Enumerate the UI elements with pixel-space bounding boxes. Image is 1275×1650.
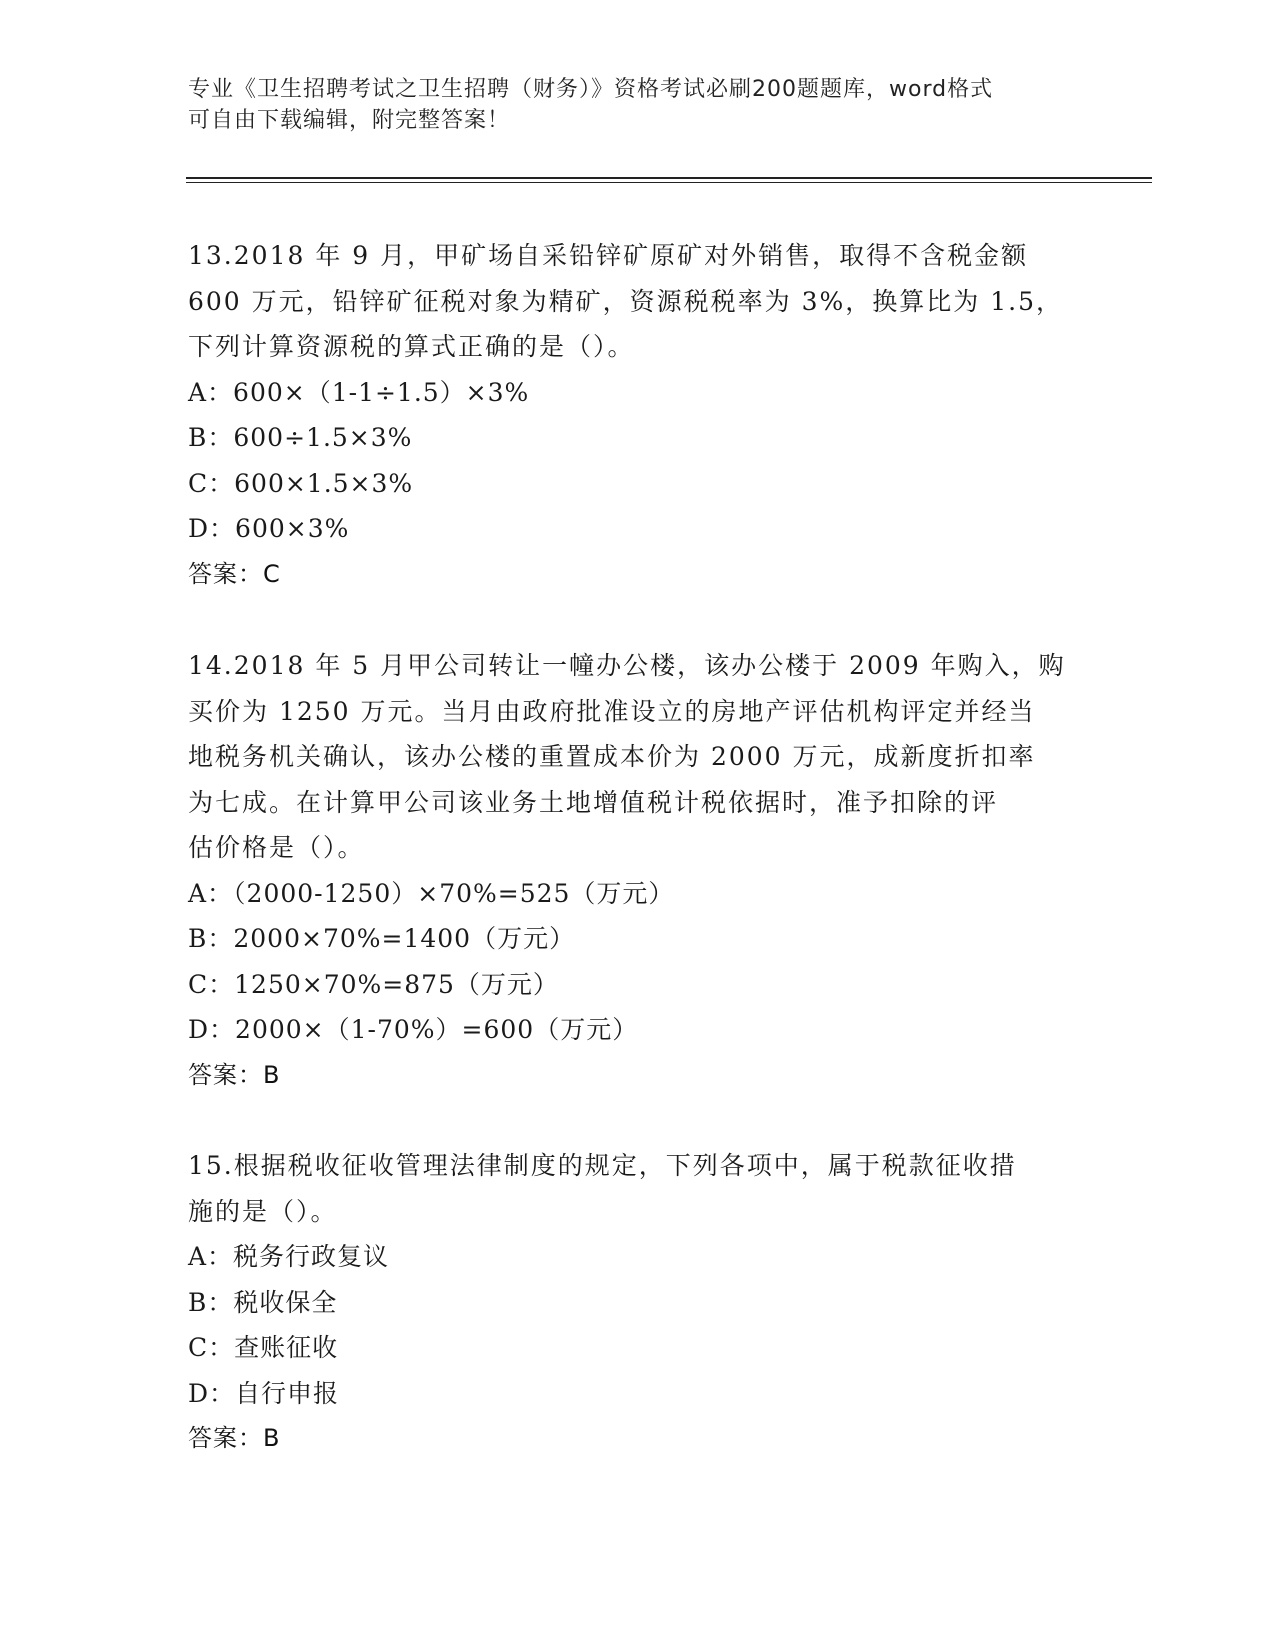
option-d: D：2000×（1-70%）=600（万元） [188, 1015, 639, 1044]
option-c: C：1250×70%=875（万元） [188, 969, 559, 999]
option-c: C：600×1.5×3% [188, 468, 414, 498]
option-d: D：600×3% [188, 514, 350, 543]
question-13 [188, 233, 1068, 597]
header-subtitle-line: 可自由下载编辑，附完整答案！ [188, 108, 511, 133]
question-text-line: 估价格是（）。 [188, 833, 365, 862]
answer-line: 答案：C [188, 559, 281, 588]
option-b: B：税收保全 [188, 1287, 338, 1317]
option-a: A：（2000-1250）×70%=525（万元） [188, 878, 675, 908]
document-header [188, 74, 1068, 136]
header-title-line: 专业《卫生招聘考试之卫生招聘（财务）》资格考试必刷200题题库，word格式 [188, 77, 994, 102]
header-divider-thin [186, 182, 1152, 183]
question-text-line: 买价为 1250 万元。当月由政府批准设立的房地产评估机构评定并经当 [188, 696, 1036, 726]
question-text-line: 600 万元，铅锌矿征税对象为精矿，资源税税率为 3%，换算比为 1.5， [188, 286, 1063, 316]
answer-line: 答案：B [188, 1060, 281, 1089]
option-a: A：600×（1-1÷1.5）×3% [188, 377, 530, 407]
option-c: C：查账征收 [188, 1333, 339, 1362]
question-14 [188, 643, 1068, 1098]
question-text-line: 14.2018 年 5 月甲公司转让一幢办公楼，该办公楼于 2009 年购入，购 [188, 651, 1066, 680]
question-text-line: 下列计算资源税的算式正确的是（）。 [188, 332, 635, 361]
option-b: B：600÷1.5×3% [188, 423, 413, 452]
answer-line: 答案：B [188, 1424, 281, 1452]
question-text-line: 施的是（）。 [188, 1196, 338, 1226]
question-text-line: 13.2018 年 9 月，甲矿场自采铅锌矿原矿对外销售，取得不含税金额 [188, 241, 1029, 270]
question-text-line: 15.根据税收征收管理法律制度的规定，下列各项中，属于税款征收措 [188, 1151, 1017, 1180]
question-text-line: 为七成。在计算甲公司该业务土地增值税计税依据时，准予扣除的评 [188, 787, 999, 817]
option-b: B：2000×70%=1400（万元） [188, 924, 576, 953]
option-d: D：自行申报 [188, 1378, 340, 1408]
question-15 [188, 1143, 1068, 1462]
question-text-line: 地税务机关确认，该办公楼的重置成本价为 2000 万元，成新度折扣率 [188, 742, 1036, 771]
header-divider [186, 177, 1152, 179]
option-a: A：税务行政复议 [188, 1242, 390, 1271]
